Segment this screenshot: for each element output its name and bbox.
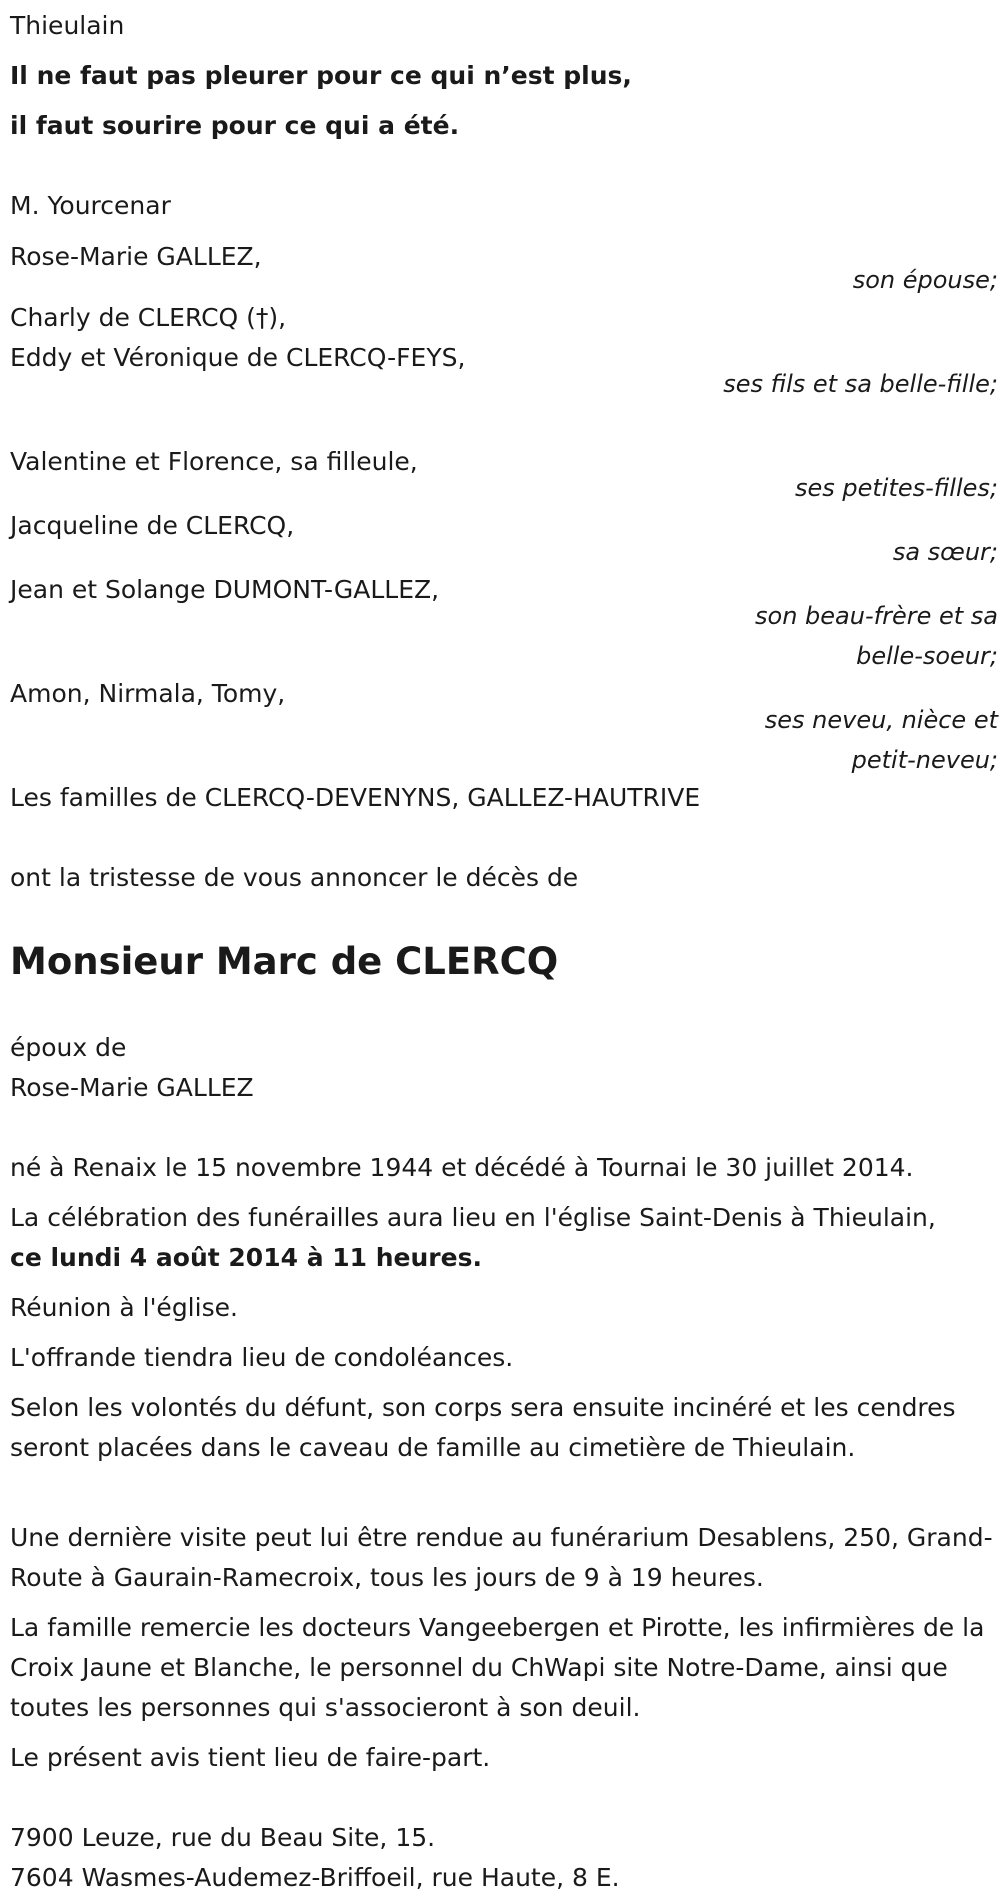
- paragraph: Une dernière visite peut lui être rendue au funérarium Desablens, 250, Grand-Route à Gaurain-Ramecroix, tous les jours de 9 à 19 heures.: [10, 1523, 993, 1592]
- mourner-relation: son épouse;: [852, 266, 998, 294]
- mourner-names: Jacqueline de CLERCQ,: [10, 511, 295, 540]
- mourner-names: Amon, Nirmala, Tomy,: [10, 679, 286, 708]
- paragraph: La famille remercie les docteurs Vangeebergen et Pirotte, les infirmières de la Croix Jaune et Blanche, le personnel du ChWapi site Notre-Dame, ainsi que toutes les personnes qui s'associeront à son deuil.: [10, 1613, 985, 1722]
- mourner-names: Valentine et Florence, sa filleule,: [10, 447, 418, 476]
- mourner-names: Jean et Solange DUMONT-GALLEZ,: [10, 575, 440, 604]
- address-line: 7900 Leuze, rue du Beau Site, 15.: [10, 1823, 436, 1852]
- paragraph: Le présent avis tient lieu de faire-part.: [10, 1743, 491, 1772]
- paragraph: Selon les volontés du défunt, son corps sera ensuite incinéré et les cendres seront placées dans le caveau de famille au cimetière de Thieulain.: [10, 1393, 956, 1462]
- deceased-name: Monsieur Marc de CLERCQ: [10, 940, 559, 983]
- mourner-relation: sa sœur;: [892, 538, 998, 566]
- quote-author: M. Yourcenar: [10, 191, 171, 220]
- quote-line-2: il faut sourire pour ce qui a été.: [10, 111, 460, 140]
- place-name: Thieulain: [10, 11, 125, 40]
- funeral-text: La célébration des funérailles aura lieu en l'église Saint-Denis à Thieulain,: [10, 1203, 936, 1232]
- spouse-name: Rose-Marie GALLEZ: [10, 1073, 254, 1102]
- mourner-names: Eddy et Véronique de CLERCQ-FEYS,: [10, 343, 466, 372]
- mourner-names: Les familles de CLERCQ-DEVENYNS, GALLEZ-HAUTRIVE: [10, 783, 701, 812]
- mourner-names: Rose-Marie GALLEZ,: [10, 242, 262, 271]
- paragraph: L'offrande tiendra lieu de condoléances.: [10, 1343, 514, 1372]
- mourner-relation: son beau-frère et sa belle-soeur;: [755, 602, 998, 670]
- paragraph: Réunion à l'église.: [10, 1293, 238, 1322]
- mourner-relation: ses neveu, nièce et petit-neveu;: [764, 706, 998, 774]
- mourner-relation: ses fils et sa belle-fille;: [723, 370, 998, 398]
- birth-death-line: né à Renaix le 15 novembre 1944 et décédé à Tournai le 30 juillet 2014.: [10, 1153, 914, 1182]
- funeral-date: ce lundi 4 août 2014 à 11 heures.: [10, 1243, 482, 1272]
- spouse-label: époux de: [10, 1033, 127, 1062]
- address-line: 7604 Wasmes-Audemez-Briffoeil, rue Haute, 8 E.: [10, 1863, 620, 1892]
- announcement-text: ont la tristesse de vous annoncer le décès de: [10, 863, 579, 892]
- mourner-relation: ses petites-filles;: [794, 474, 998, 502]
- quote-line-1: Il ne faut pas pleurer pour ce qui n’est plus,: [10, 61, 632, 90]
- mourner-names: Charly de CLERCQ (†),: [10, 303, 287, 332]
